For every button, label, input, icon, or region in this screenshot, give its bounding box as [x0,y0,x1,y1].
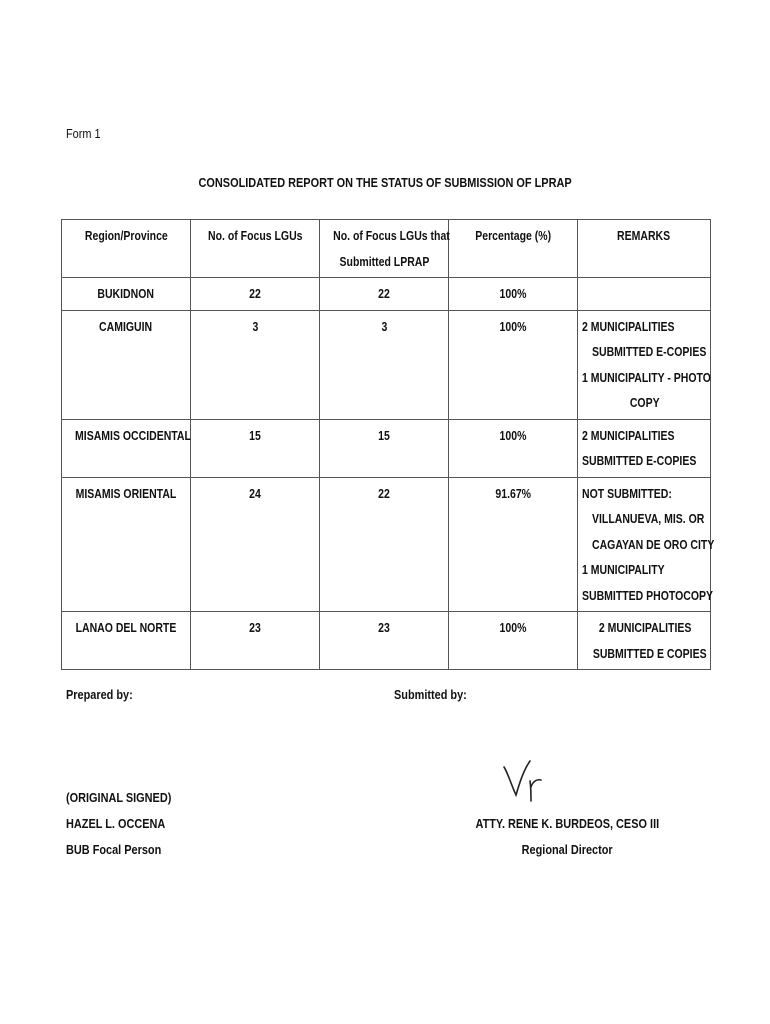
table-row [62,278,711,311]
cell-percentage: 100% [449,612,578,670]
table-row [62,419,711,477]
table-header-row [62,220,711,278]
cell-remarks [578,310,711,419]
cell-percentage: 100% [449,419,578,477]
cell-percentage: 91.67% [449,477,578,612]
cell-focus-lgus: 22 [191,278,320,311]
remark-line: 1 MUNICIPALITY - PHOTO [582,370,711,385]
remark-line: 2 MUNICIPALITIES [582,319,675,334]
remark-line: 1 MUNICIPALITY [582,563,665,577]
cell-remarks [578,419,711,477]
preparer-signature-block [66,785,191,863]
remark-line: SUBMITTED PHOTOCOPY [582,588,714,603]
remark-line: NOT SUBMITTED: [582,486,672,501]
cell-submitted: 23 [320,612,449,670]
cell-province: MISAMIS OCCIDENTAL [62,419,191,477]
header-remarks: REMARKS [578,220,711,278]
remark-line: SUBMITTED E-COPIES [592,345,707,359]
remark-line: SUBMITTED E-COPIES [582,454,697,468]
header-focus-lgus: No. of Focus LGUs [191,220,320,278]
header-region-province: Region/Province [62,220,191,278]
table-row [62,310,711,419]
cell-submitted: 15 [320,419,449,477]
cell-focus-lgus: 15 [191,419,320,477]
cell-remarks [578,278,711,311]
preparer-status: (ORIGINAL SIGNED) [66,790,172,805]
remark-line: 2 MUNICIPALITIES [582,428,675,443]
cell-province: CAMIGUIN [62,310,191,419]
report-title: CONSOLIDATED REPORT ON THE STATUS OF SUBMISSION OF LPRAP [198,175,572,190]
header-percentage: Percentage (%) [449,220,578,278]
cell-percentage: 100% [449,310,578,419]
preparer-name: HAZEL L. OCCENA [66,816,166,831]
cell-submitted: 22 [320,477,449,612]
table-row [62,477,711,612]
cell-province: LANAO DEL NORTE [62,612,191,670]
cell-focus-lgus: 23 [191,612,320,670]
cell-submitted: 3 [320,310,449,419]
header-submitted-lgus: No. of Focus LGUs that Submitted LPRAP [320,220,449,278]
form-label: Form 1 [66,126,101,141]
cell-submitted: 22 [320,278,449,311]
remark-line: COPY [630,396,660,410]
preparer-position: BUB Focal Person [66,842,162,857]
cell-focus-lgus: 24 [191,477,320,612]
lprap-status-table [61,219,715,670]
table-row [62,612,711,670]
remark-line: 2 MUNICIPALITIES [598,621,692,635]
approver-signature-block [458,811,677,863]
cell-province: MISAMIS ORIENTAL [62,477,191,612]
cell-remarks [578,477,715,612]
approver-position: Regional Director [521,842,613,857]
cell-remarks [578,612,711,670]
handwritten-signature [500,755,550,805]
cell-province: BUKIDNON [62,278,191,311]
remark-line: SUBMITTED E COPIES [592,646,707,661]
remark-line: CAGAYAN DE ORO CITY [592,537,715,552]
prepared-by-label: Prepared by: [66,687,133,702]
submitted-by-label: Submitted by: [394,687,467,702]
remark-line: VILLANUEVA, MIS. OR [592,512,705,526]
cell-percentage: 100% [449,278,578,311]
cell-focus-lgus: 3 [191,310,320,419]
approver-name: ATTY. RENE K. BURDEOS, CESO III [475,816,660,831]
